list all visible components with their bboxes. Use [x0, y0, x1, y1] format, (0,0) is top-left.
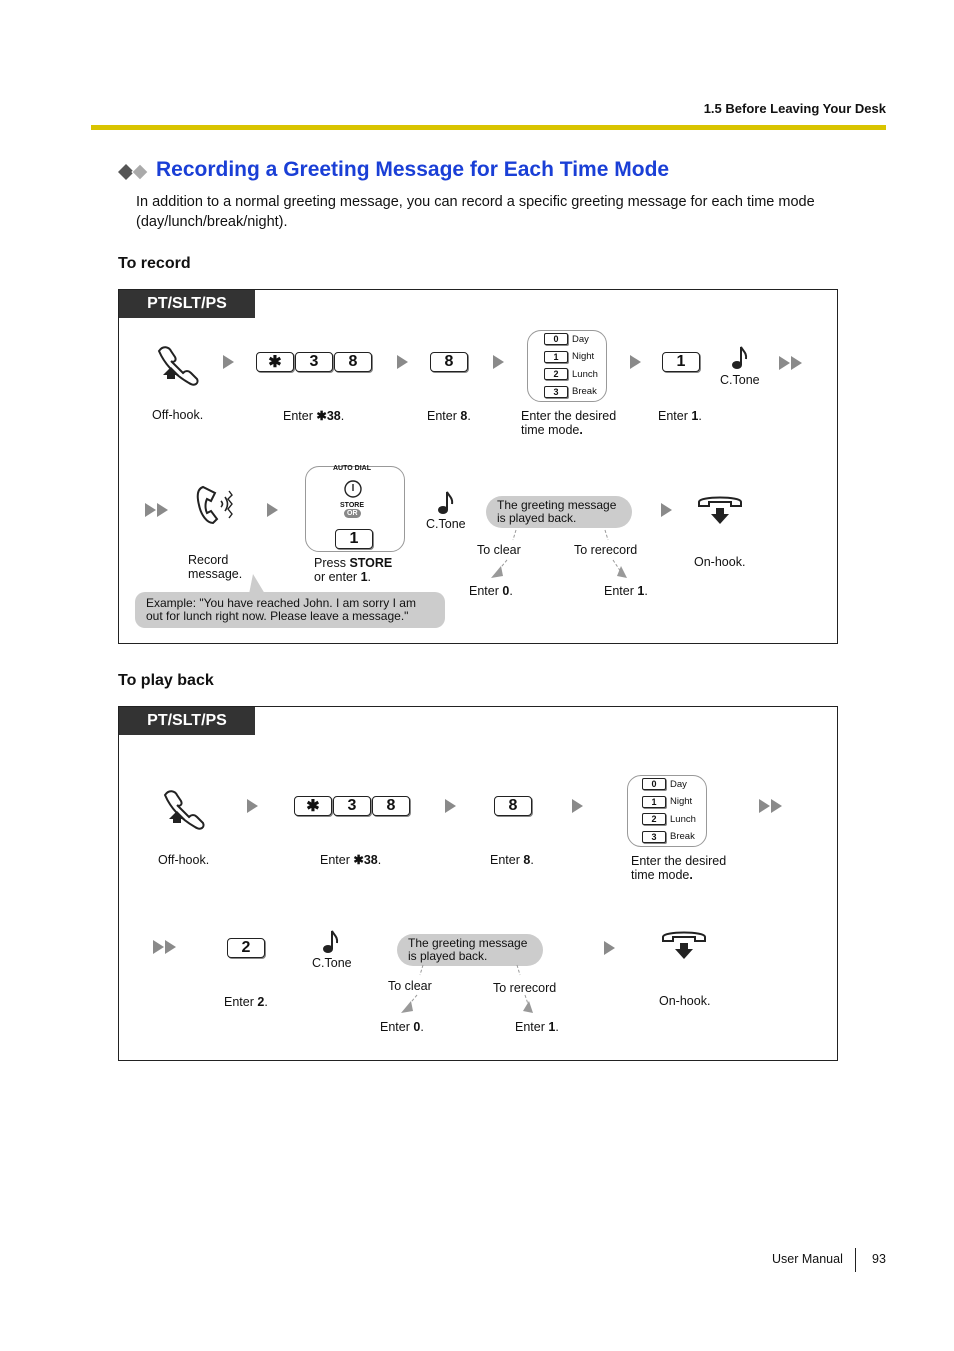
tone-note-icon	[731, 345, 749, 371]
auto-dial-label: AUTO DIAL	[333, 465, 371, 472]
enter-1-label: Enter 1.	[515, 1020, 559, 1034]
mode-row-break	[544, 386, 597, 398]
enter-1b-label: Enter 1.	[604, 584, 648, 598]
mode-label: Day	[572, 333, 589, 345]
example-bubble: Example: "You have reached John. I am sorry I am out for lunch right now. Please leave a message."	[135, 592, 445, 628]
branch-arrows	[483, 530, 633, 582]
offhook-handset-icon	[153, 343, 201, 385]
continue-arrow	[145, 503, 169, 522]
mode-key-3: 3	[544, 386, 568, 398]
mode-row-day	[642, 778, 687, 790]
continue-arrow	[779, 356, 803, 375]
tone-note-icon	[322, 929, 340, 955]
diamonds-icon	[118, 163, 152, 181]
tone-note-icon	[437, 490, 455, 516]
step-arrow	[493, 355, 504, 369]
mode-label: Day	[670, 778, 687, 790]
key-3: 3	[333, 796, 371, 816]
enter-38-label: Enter ✱38.	[320, 853, 382, 867]
key-3: 3	[295, 352, 333, 372]
step-arrow	[572, 799, 583, 813]
enter-0-label: Enter 0.	[380, 1020, 424, 1034]
bubble-tail	[247, 574, 267, 594]
key-1-store: 1	[335, 529, 373, 549]
ctone2-label: C.Tone	[426, 517, 466, 531]
playback-bubble: The greeting message is played back.	[397, 934, 543, 966]
mode-row-break	[642, 831, 695, 843]
to-rerecord-label: To rerecord	[574, 543, 638, 557]
enter-0-label: Enter 0.	[469, 584, 513, 598]
mode-row-night	[642, 796, 692, 808]
page-title: Recording a Greeting Message for Each Time Mode	[156, 158, 670, 181]
mode-key-2: 2	[642, 813, 666, 825]
record-heading: To record	[118, 255, 191, 272]
step-arrow	[445, 799, 456, 813]
mode-row-lunch	[642, 813, 696, 825]
record-tab: PT/SLT/PS	[119, 290, 255, 318]
enter-8-label: Enter 8.	[427, 409, 471, 423]
mode-label: Lunch	[670, 813, 696, 825]
step-arrow	[604, 941, 615, 955]
offhook-label: Off-hook.	[152, 408, 204, 422]
mode-key-1: 1	[642, 796, 666, 808]
onhook-handset-icon	[659, 929, 709, 963]
ctone-label: C.Tone	[720, 373, 760, 387]
playback-tab: PT/SLT/PS	[119, 707, 255, 735]
mode-label: Break	[572, 386, 597, 397]
mode-label: Night	[670, 796, 693, 807]
key-8: 8	[372, 796, 410, 816]
offhook-label: Off-hook.	[158, 853, 210, 867]
header-rule	[91, 125, 886, 130]
step-arrow	[630, 355, 641, 369]
mode-row-day	[544, 333, 589, 345]
enter-8-label: Enter 8.	[490, 853, 534, 867]
to-rerecord-label: To rerecord	[493, 981, 557, 995]
key-2: 2	[227, 938, 265, 958]
mode-key-3: 3	[642, 831, 666, 843]
continue-arrow	[759, 799, 783, 818]
mode-row-lunch	[544, 368, 598, 380]
step-arrow	[661, 503, 672, 517]
branch-arrows	[393, 965, 543, 1017]
playback-bubble: The greeting message is played back.	[486, 496, 632, 528]
step-arrow	[267, 503, 278, 517]
step-arrow	[397, 355, 408, 369]
onhook-handset-icon	[695, 494, 745, 528]
step-arrow	[247, 799, 258, 813]
enter-2-label: Enter 2.	[224, 995, 268, 1009]
ctone-label: C.Tone	[312, 956, 352, 970]
onhook-label: On-hook.	[694, 555, 746, 569]
mode-row-night	[544, 351, 594, 363]
store-label: STORE	[340, 502, 364, 509]
record-label: Record message.	[188, 553, 243, 581]
step-arrow	[223, 355, 234, 369]
key-1: 1	[662, 352, 700, 372]
mode-label: Lunch	[572, 368, 598, 380]
key-star: ✱	[256, 352, 294, 372]
mode-key-0: 0	[642, 778, 666, 790]
key-8b: 8	[430, 352, 468, 372]
enter-38-label: Enter ✱38.	[283, 409, 345, 423]
footer-label: User Manual	[772, 1252, 843, 1266]
to-clear-label: To clear	[388, 979, 432, 993]
record-panel	[118, 289, 838, 644]
playback-heading: To play back	[118, 672, 214, 689]
enter-1-label: Enter 1.	[658, 409, 702, 423]
key-star: ✱	[294, 796, 332, 816]
continue-arrow	[153, 940, 177, 959]
mode-label: Night	[572, 351, 595, 362]
key-8b: 8	[494, 796, 532, 816]
mode-key-2: 2	[544, 368, 568, 380]
record-message-icon	[193, 483, 241, 527]
playback-panel	[118, 706, 838, 1061]
store-button-icon[interactable]	[343, 479, 363, 499]
mode-key-1: 1	[544, 351, 568, 363]
mode-text: Enter the desired time mode.	[521, 409, 617, 437]
intro-text: In addition to a normal greeting message, you can record a specific greeting message for each time mode (day/lunch/break/night).	[136, 194, 815, 230]
page-number: 93	[872, 1252, 886, 1266]
section-header: 1.5 Before Leaving Your Desk	[703, 101, 886, 116]
mode-key-0: 0	[544, 333, 568, 345]
offhook-handset-icon	[159, 787, 207, 829]
to-clear-label: To clear	[477, 543, 521, 557]
or-badge: OR	[344, 509, 361, 518]
footer-divider	[855, 1248, 856, 1272]
press-store-label: Press STORE or enter 1.	[314, 556, 393, 584]
key-8: 8	[334, 352, 372, 372]
mode-label: Break	[670, 831, 695, 842]
mode-text: Enter the desired time mode.	[631, 854, 727, 882]
onhook-label: On-hook.	[659, 994, 711, 1008]
